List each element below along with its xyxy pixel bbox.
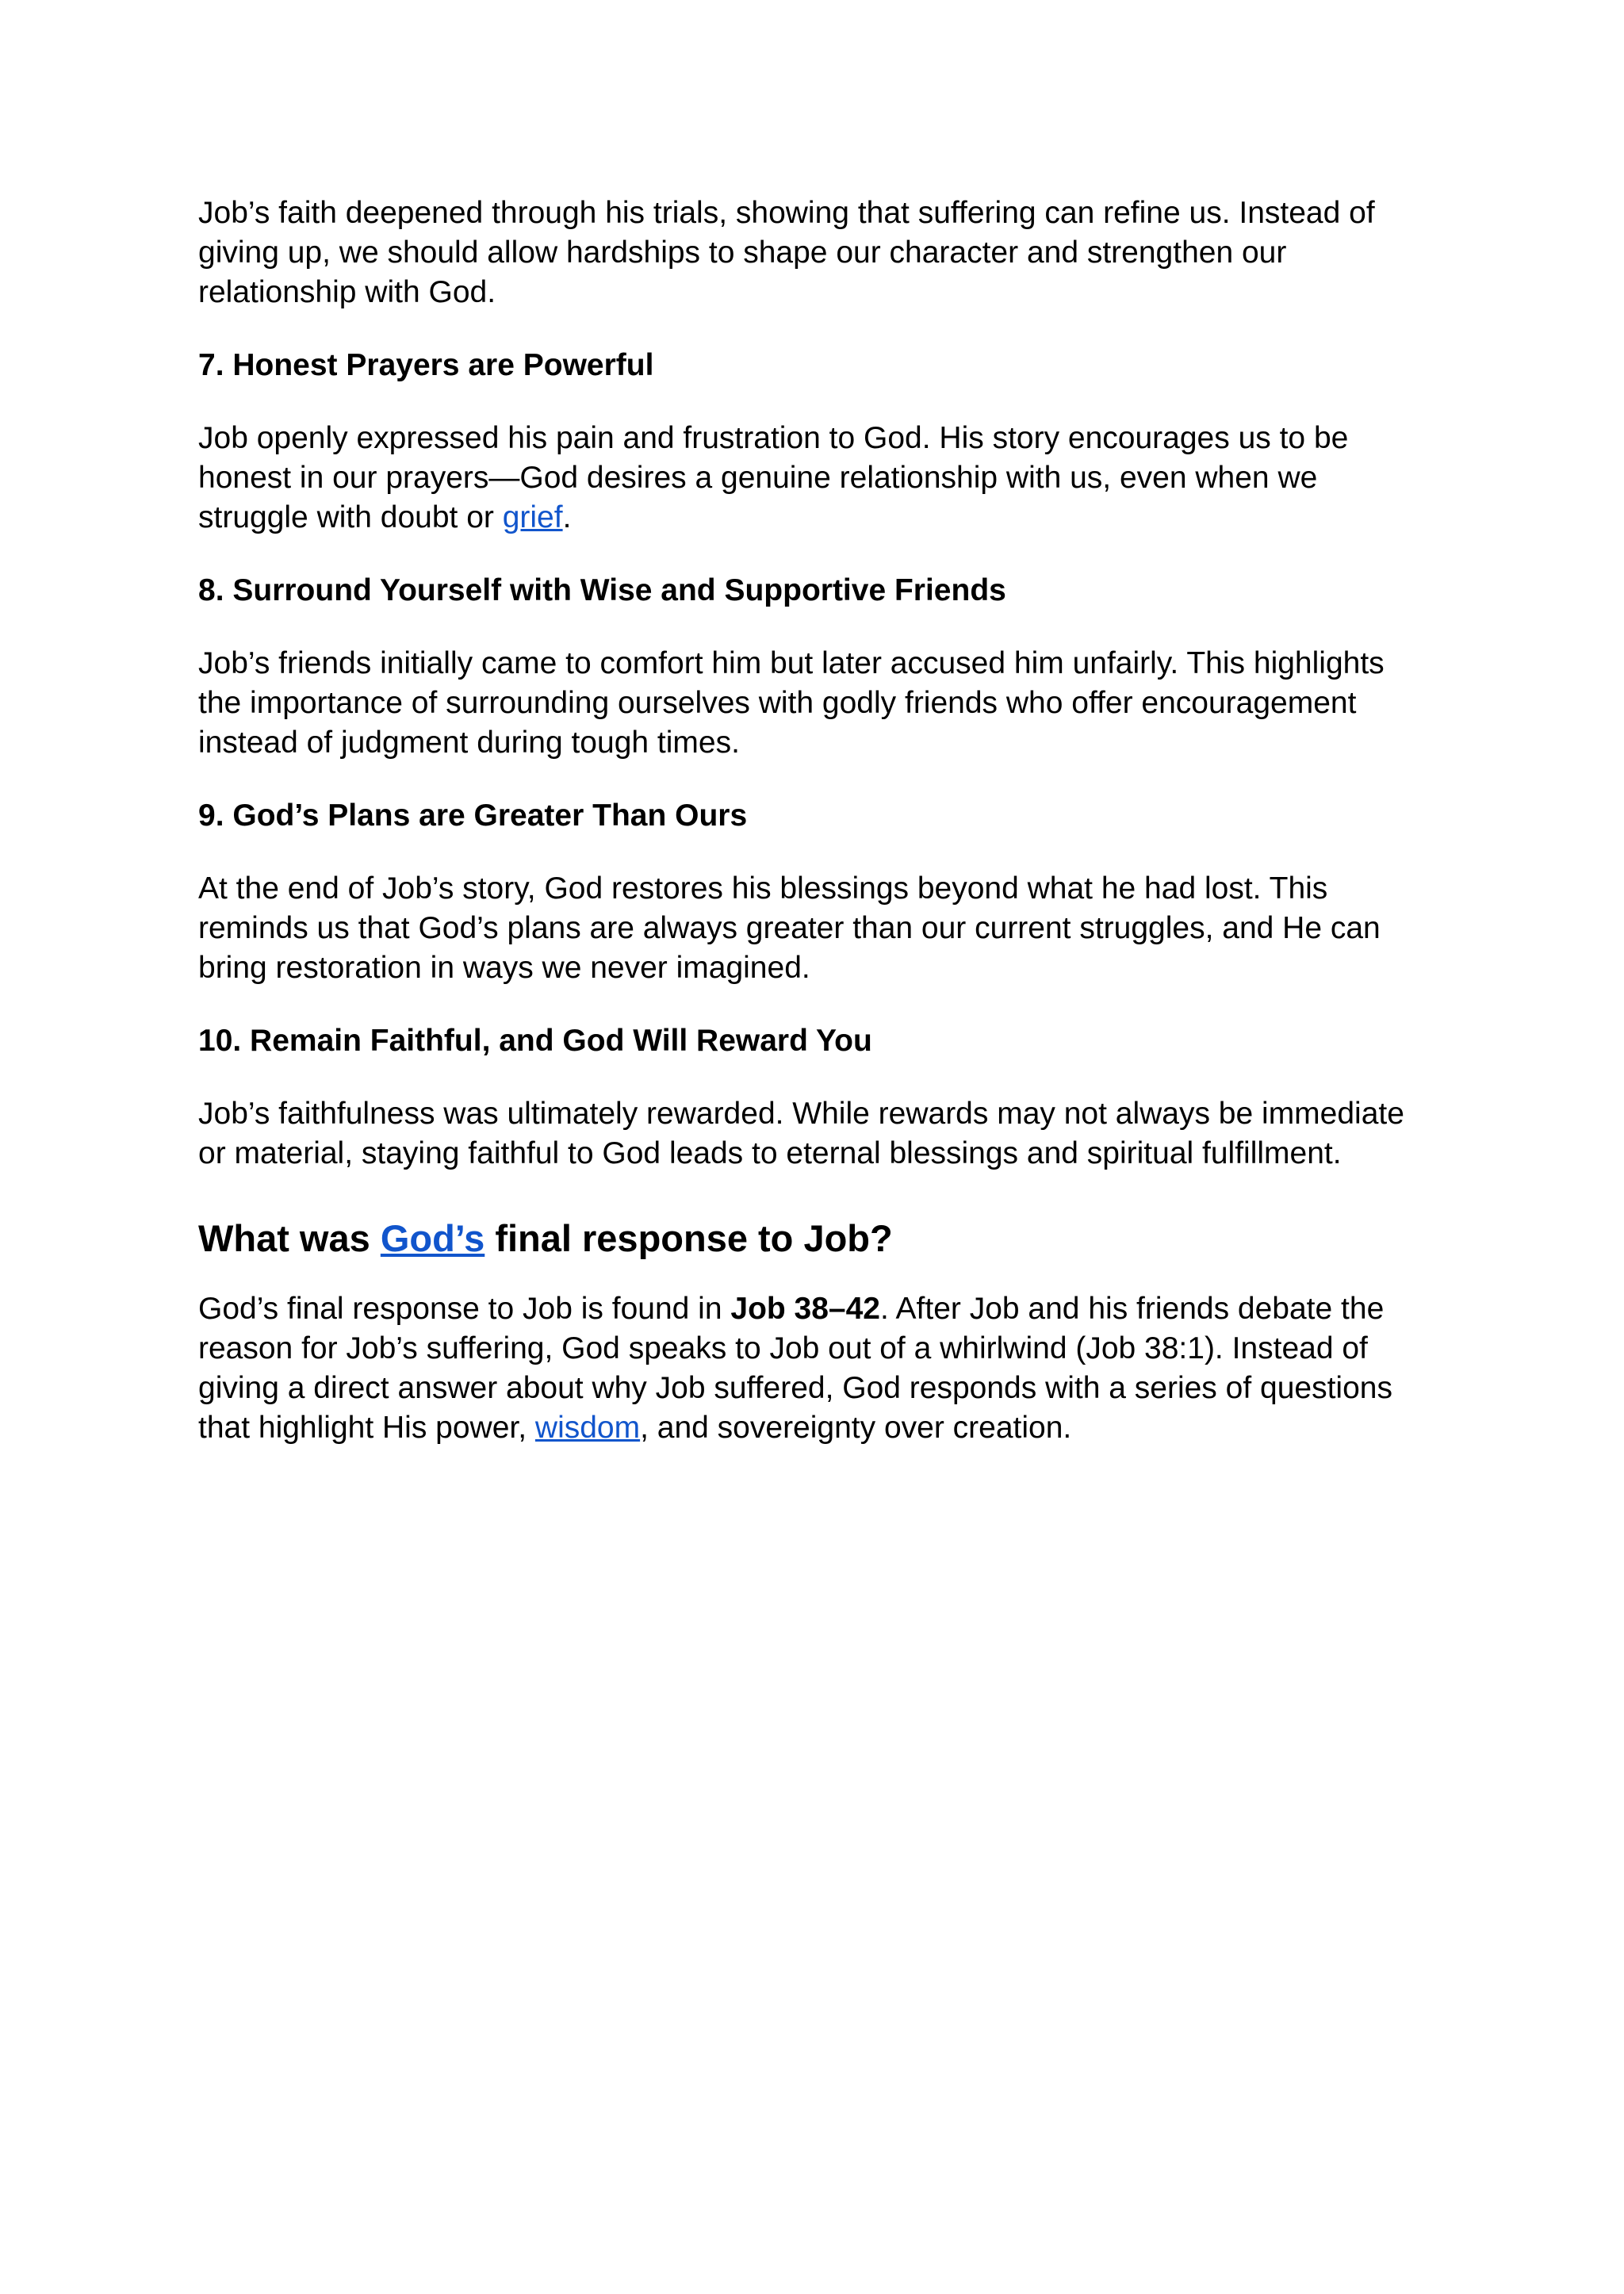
final-response-heading (198, 1215, 1435, 1262)
section-7-body (198, 419, 1435, 538)
scripture-reference: Job 38–42 (730, 1292, 880, 1326)
final-paragraph-end: , and sovereignty over creation. (640, 1411, 1072, 1445)
final-paragraph-start: God’s final response to Job is found in (198, 1292, 731, 1326)
document-page (198, 193, 1435, 1448)
intro-paragraph: Job’s faith deepened through his trials, showing that suffering can refine us. Instead of giving up, we should allow hardships to shape our character and strengthen our relationship with God. (198, 196, 1375, 309)
section-7-body-end: . (562, 500, 572, 534)
section-7-body-text: Job openly expressed his pain and frustration to God. His story encourages us to be honest in our prayers—God desires a genuine relationship with us, even when we struggle with doubt or (198, 421, 1349, 534)
final-response-paragraph (198, 1289, 1435, 1448)
section-8-title: 8. Surround Yourself with Wise and Supportive Friends (198, 573, 1006, 607)
section-9-title: 9. God’s Plans are Greater Than Ours (198, 798, 748, 833)
final-paragraph-middle: . After Job and his friends debate the reason for Job’s suffering, God speaks to Job out of a whirlwind (Job 38:1). Instead of giving a direct answer about why Job suffered, God responds with a series of questions that highlight His power, (198, 1292, 1392, 1445)
grief-link[interactable]: grief (502, 500, 563, 534)
wisdom-link[interactable]: wisdom (534, 1411, 641, 1445)
section-10-body: Job’s faithfulness was ultimately rewarded. While rewards may not always be immediate or material, staying faithful to God leads to eternal blessings and spiritual fulfillment. (198, 1097, 1404, 1170)
section-9-body: At the end of Job’s story, God restores his blessings beyond what he had lost. This reminds us that God’s plans are always greater than our current struggles, and He can bring restoration in ways we never imagined. (198, 871, 1381, 985)
section-10-title: 10. Remain Faithful, and God Will Reward You (198, 1024, 872, 1058)
heading-prefix: What was (198, 1217, 381, 1259)
section-8-body: Job’s friends initially came to comfort him but later accused him unfairly. This highlights the importance of surrounding ourselves with godly friends who offer encouragement instead of judgment during tough times. (198, 646, 1385, 760)
section-7-title: 7. Honest Prayers are Powerful (198, 348, 654, 382)
heading-suffix: final response to Job? (485, 1217, 893, 1259)
gods-link[interactable]: God’s (380, 1217, 485, 1259)
